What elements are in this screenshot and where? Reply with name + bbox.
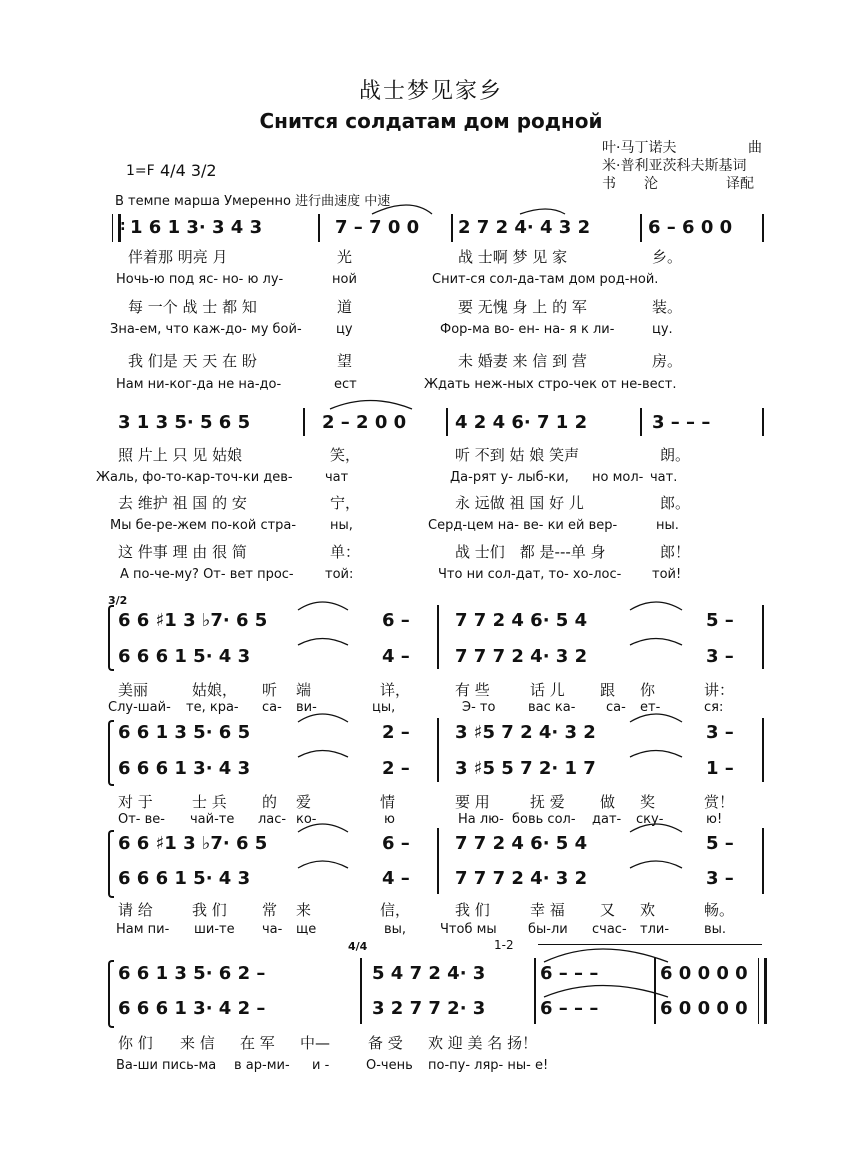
lyric-zh: 要 无愧 身 上 的 军 xyxy=(458,298,587,316)
lyric-zh: 跟 xyxy=(600,681,616,699)
upper-notes: 5 4 7 2 4· 3 xyxy=(372,963,486,984)
lyric-zh: 做 xyxy=(600,793,616,811)
upper-notes: 7 7 2 4 6· 5 4 xyxy=(455,610,588,631)
lyric-zh: 又 xyxy=(600,901,616,919)
lyric-zh: 备 受 xyxy=(368,1034,403,1052)
lower-notes: 6 0 0 0 0 xyxy=(660,998,748,1019)
lyric-zh: 这 件事 理 由 很 简 xyxy=(118,543,247,561)
lyric-zh: 信， xyxy=(380,901,411,919)
lyric-ru: Нам пи- xyxy=(116,922,170,937)
lyric-zh: 战 士啊 梦 见 家 xyxy=(458,248,568,266)
lower-notes: 3 ♯5 5 7 2· 1 7 xyxy=(455,758,596,779)
lyric-ru: ест xyxy=(334,377,357,392)
lyric-zh: 照 片上 只 见 姑娘 xyxy=(118,446,243,464)
lyric-ru: На лю- xyxy=(458,812,504,827)
upper-notes: 3 – xyxy=(706,722,734,743)
lyric-zh: 对 于 xyxy=(118,793,153,811)
lyric-ru: ю xyxy=(384,812,395,827)
lyric-zh: 每 一个 战 士 都 知 xyxy=(128,298,257,316)
lyric-zh: 幸 福 xyxy=(530,901,565,919)
lyric-ru: Ночь-ю под яс- но- ю лу- xyxy=(116,272,284,287)
lyric-ru: вы. xyxy=(704,922,727,937)
lyric-ru: Мы бе-ре-жем по-кой стра- xyxy=(110,518,297,533)
lyric-ru: по-пу- ляр- ны- е! xyxy=(428,1058,549,1073)
lyric-zh: 去 维护 祖 国 的 安 xyxy=(118,494,247,512)
lyric-zh: 抚 爱 xyxy=(530,793,565,811)
upper-notes: 6 6 ♯1 3 ♭7· 6 5 xyxy=(118,833,268,854)
lyric-ru: ет- xyxy=(640,700,661,715)
lower-notes: 7 7 7 2 4· 3 2 xyxy=(455,868,588,889)
upper-notes: 6 6 1 3 5· 6 5 xyxy=(118,722,251,743)
measure-notes: 3 1 3 5· 5 6 5 xyxy=(118,412,251,433)
lyric-zh: 奖 xyxy=(640,793,656,811)
lyric-zh: 装。 xyxy=(652,298,683,316)
tie-mark xyxy=(544,949,668,962)
slur-mark xyxy=(298,861,348,868)
upper-notes: 6 6 ♯1 3 ♭7· 6 5 xyxy=(118,610,268,631)
lyric-zh: 详， xyxy=(380,681,411,699)
lyric-zh: 宁， xyxy=(330,494,361,512)
lyric-ru: Зна-ем, что каж-до- му бой- xyxy=(110,322,302,337)
lyric-zh: 战 士们 都 是---单 身 xyxy=(455,543,606,561)
lyric-ru: той: xyxy=(325,567,354,582)
slur-mark xyxy=(630,861,682,868)
lyric-ru: Ждать неж-ных стро-чек от не-вест. xyxy=(424,377,677,392)
slur-mark xyxy=(298,602,348,610)
tie-mark xyxy=(330,401,412,410)
lyric-ru: ны. xyxy=(656,518,679,533)
lyric-zh: 你 xyxy=(640,681,656,699)
lower-notes: 6 6 6 1 3· 4 2 – xyxy=(118,998,266,1019)
lyric-ru: Э- то xyxy=(462,700,496,715)
upper-notes: 3 ♯5 7 2 4· 3 2 xyxy=(455,722,596,743)
lyric-ru: той! xyxy=(652,567,682,582)
measure-notes: 7 – 7 0 0 xyxy=(335,217,420,238)
upper-notes: 6 – xyxy=(382,610,410,631)
lyric-ru: ча- xyxy=(262,922,283,937)
upper-notes: 2 – xyxy=(382,722,410,743)
measure-notes: 3 – – – xyxy=(652,412,711,433)
lyric-ru: вас ка- xyxy=(528,700,576,715)
lyric-ru: О-чень xyxy=(366,1058,413,1073)
lyric-zh: 乡。 xyxy=(652,248,683,266)
lyric-ru: ся: xyxy=(704,700,724,715)
lyric-ru: чат xyxy=(325,470,349,485)
lower-notes: 1 – xyxy=(706,758,734,779)
lyric-ru: ви- xyxy=(296,700,317,715)
tempo-marking: В темпе марша Умеренно 进行曲速度 中速 xyxy=(115,194,391,209)
lyric-ru: ны, xyxy=(330,518,353,533)
lyric-zh: 请 给 xyxy=(118,901,153,919)
lyric-zh: 讲： xyxy=(704,681,735,699)
lower-notes: 2 – xyxy=(382,758,410,779)
lower-notes: 4 – xyxy=(382,646,410,667)
measure-notes: 2 – 2 0 0 xyxy=(322,412,407,433)
upper-notes: 6 6 1 3 5· 6 2 – xyxy=(118,963,266,984)
lyric-ru: Слу-шай- xyxy=(108,700,171,715)
lower-notes: 6 6 6 1 3· 4 3 xyxy=(118,758,251,779)
lyric-zh: 赏！ xyxy=(704,793,735,811)
lyric-zh: 我 们 xyxy=(192,901,227,919)
lyric-ru: счас- xyxy=(592,922,627,937)
lower-notes: 4 – xyxy=(382,868,410,889)
lyric-zh: 郎。 xyxy=(660,494,691,512)
lyric-ru: тли- xyxy=(640,922,670,937)
lyric-ru: ще xyxy=(296,922,317,937)
volta-label: 1-2 xyxy=(494,938,514,952)
lyric-ru: ску- xyxy=(636,812,664,827)
measure-notes: 4 2 4 6· 7 1 2 xyxy=(455,412,588,433)
lyric-ru: бы-ли xyxy=(528,922,568,937)
upper-notes: 5 – xyxy=(706,610,734,631)
lyric-zh: 的 xyxy=(262,793,278,811)
lyric-ru: цу. xyxy=(652,322,673,337)
slur-mark xyxy=(298,714,348,722)
lyric-ru: Серд-цем на- ве- ки ей вер- xyxy=(428,518,618,533)
lyric-ru: Фор-ма во- ен- на- я к ли- xyxy=(440,322,615,337)
lyric-ru: вы, xyxy=(384,922,407,937)
lyric-zh: 情 xyxy=(380,793,396,811)
lyric-zh: 在 军 xyxy=(240,1034,275,1052)
lyric-zh: 欢 迎 美 名 扬！ xyxy=(428,1034,538,1052)
slur-mark xyxy=(298,751,348,758)
lyric-ru: ной xyxy=(332,272,357,287)
slur-mark xyxy=(630,751,682,758)
lyric-zh: 单： xyxy=(330,543,361,561)
lyric-zh: 我 们 xyxy=(455,901,490,919)
lower-notes: 3 – xyxy=(706,646,734,667)
lyric-zh: 欢 xyxy=(640,901,656,919)
lyric-zh: 来 xyxy=(296,901,312,919)
lower-notes: 6 – – – xyxy=(540,998,599,1019)
lyric-zh: 士 兵 xyxy=(192,793,227,811)
time-signature: 4/4 3/2 xyxy=(160,161,217,180)
section-time-signature: 3/2 xyxy=(108,594,128,607)
slur-mark xyxy=(630,824,682,832)
lyric-ru: чай-те xyxy=(190,812,235,827)
lyric-ru: ши-те xyxy=(194,922,235,937)
lyric-ru: лас- xyxy=(258,812,287,827)
lyricist-name: 米·普利亚茨科夫斯基词 xyxy=(602,158,747,174)
lower-notes: 3 2 7 7 2· 3 xyxy=(372,998,486,1019)
lyric-ru: Ва-ши пись-ма xyxy=(116,1058,217,1073)
key-signature: 1=F xyxy=(126,163,155,179)
lyric-ru: Что ни сол-дат, то- хо-лос- xyxy=(438,567,622,582)
repeat-dots: : xyxy=(120,218,126,234)
slur-mark xyxy=(630,602,682,610)
composer-role: 曲 xyxy=(748,140,762,156)
measure-notes: 6 – 6 0 0 xyxy=(648,217,733,238)
lyric-zh: 话 儿 xyxy=(530,681,565,699)
tie-mark xyxy=(520,209,565,214)
lyric-zh: 美丽 xyxy=(118,681,149,699)
lyric-zh: 听 不到 姑 娘 笑声 xyxy=(455,446,580,464)
lower-notes: 3 – xyxy=(706,868,734,889)
lyric-zh: 朗。 xyxy=(660,446,691,464)
lyric-ru: и - xyxy=(312,1058,330,1073)
lyric-zh: 有 些 xyxy=(455,681,490,699)
lyric-ru: Чтоб мы xyxy=(440,922,497,937)
slur-mark xyxy=(298,824,348,832)
lyric-ru: Жаль, фо-то-кар-точ-ки дев- xyxy=(96,470,293,485)
lyric-ru: От- ве- xyxy=(118,812,165,827)
lyric-zh: 听 xyxy=(262,681,278,699)
lyric-ru: Нам ни-ког-да не на-до- xyxy=(116,377,282,392)
lower-notes: 6 6 6 1 5· 4 3 xyxy=(118,646,251,667)
tie-mark xyxy=(372,205,432,214)
lyric-zh: 端 xyxy=(296,681,312,699)
slur-mark xyxy=(630,639,682,646)
song-title: 战士梦见家乡 xyxy=(358,79,503,104)
lyric-ru: те, кра- xyxy=(186,700,239,715)
lyric-ru: са- xyxy=(606,700,626,715)
lyric-ru: в ар-ми- xyxy=(234,1058,290,1073)
lyric-zh: 姑娘， xyxy=(192,681,238,699)
song-subtitle: Снится солдатам дом родной xyxy=(259,109,603,133)
translator-role: 译配 xyxy=(726,176,754,192)
measure-notes: 1 6 1 3· 3 4 3 xyxy=(130,217,263,238)
lyric-zh: 要 用 xyxy=(455,793,490,811)
lyric-zh: 常 xyxy=(262,901,278,919)
upper-notes: 7 7 2 4 6· 5 4 xyxy=(455,833,588,854)
tie-mark xyxy=(544,986,668,998)
translator-name: 书 沦 xyxy=(602,176,658,192)
lyric-zh: 来 信 xyxy=(180,1034,215,1052)
upper-notes: 5 – xyxy=(706,833,734,854)
lyric-ru: ю! xyxy=(706,812,723,827)
lyric-zh: 永 远做 祖 国 好 儿 xyxy=(455,494,584,512)
lyric-ru: цу xyxy=(336,322,353,337)
lower-notes: 6 6 6 1 5· 4 3 xyxy=(118,868,251,889)
lyric-ru: дат- xyxy=(592,812,622,827)
lyric-zh: 爱 xyxy=(296,793,312,811)
composer-name: 叶·马丁诺夫 xyxy=(602,140,677,156)
upper-notes: 6 – xyxy=(382,833,410,854)
lyric-zh: 房。 xyxy=(652,352,683,370)
lyric-zh: 畅。 xyxy=(704,901,735,919)
lyric-zh: 中— xyxy=(300,1034,331,1052)
lyric-zh: 未 婚妻 来 信 到 营 xyxy=(458,352,587,370)
measure-notes: 2 7 2 4· 4 3 2 xyxy=(458,217,591,238)
lyric-ru: Да-рят у- лыб-ки, xyxy=(450,470,569,485)
lyric-zh: 笑， xyxy=(330,446,361,464)
slur-mark xyxy=(298,639,348,646)
lyric-zh: 郎！ xyxy=(660,543,691,561)
upper-notes: 6 – – – xyxy=(540,963,599,984)
lyric-ru: ко- xyxy=(296,812,317,827)
lyric-ru: А по-че-му? От- вет прос- xyxy=(120,567,294,582)
lyric-ru: чат. xyxy=(650,470,678,485)
lyric-ru: цы, xyxy=(372,700,396,715)
upper-notes: 6 0 0 0 0 xyxy=(660,963,748,984)
lower-notes: 7 7 7 2 4· 3 2 xyxy=(455,646,588,667)
lyric-ru: са- xyxy=(262,700,282,715)
lyric-ru: но мол- xyxy=(592,470,644,485)
lyric-zh: 望 xyxy=(337,352,353,370)
lyric-ru: бовь сол- xyxy=(512,812,576,827)
lyric-zh: 你 们 xyxy=(118,1034,153,1052)
lyric-zh: 我 们是 天 天 在 盼 xyxy=(128,352,257,370)
lyric-zh: 伴着那 明亮 月 xyxy=(128,248,228,266)
change-time-signature: 4/4 xyxy=(348,940,368,953)
lyric-zh: 道 xyxy=(337,298,353,316)
lyric-zh: 光 xyxy=(337,248,353,266)
lyric-ru: Снит-ся сол-да-там дом род-ной. xyxy=(432,272,659,287)
slur-mark xyxy=(630,714,682,722)
